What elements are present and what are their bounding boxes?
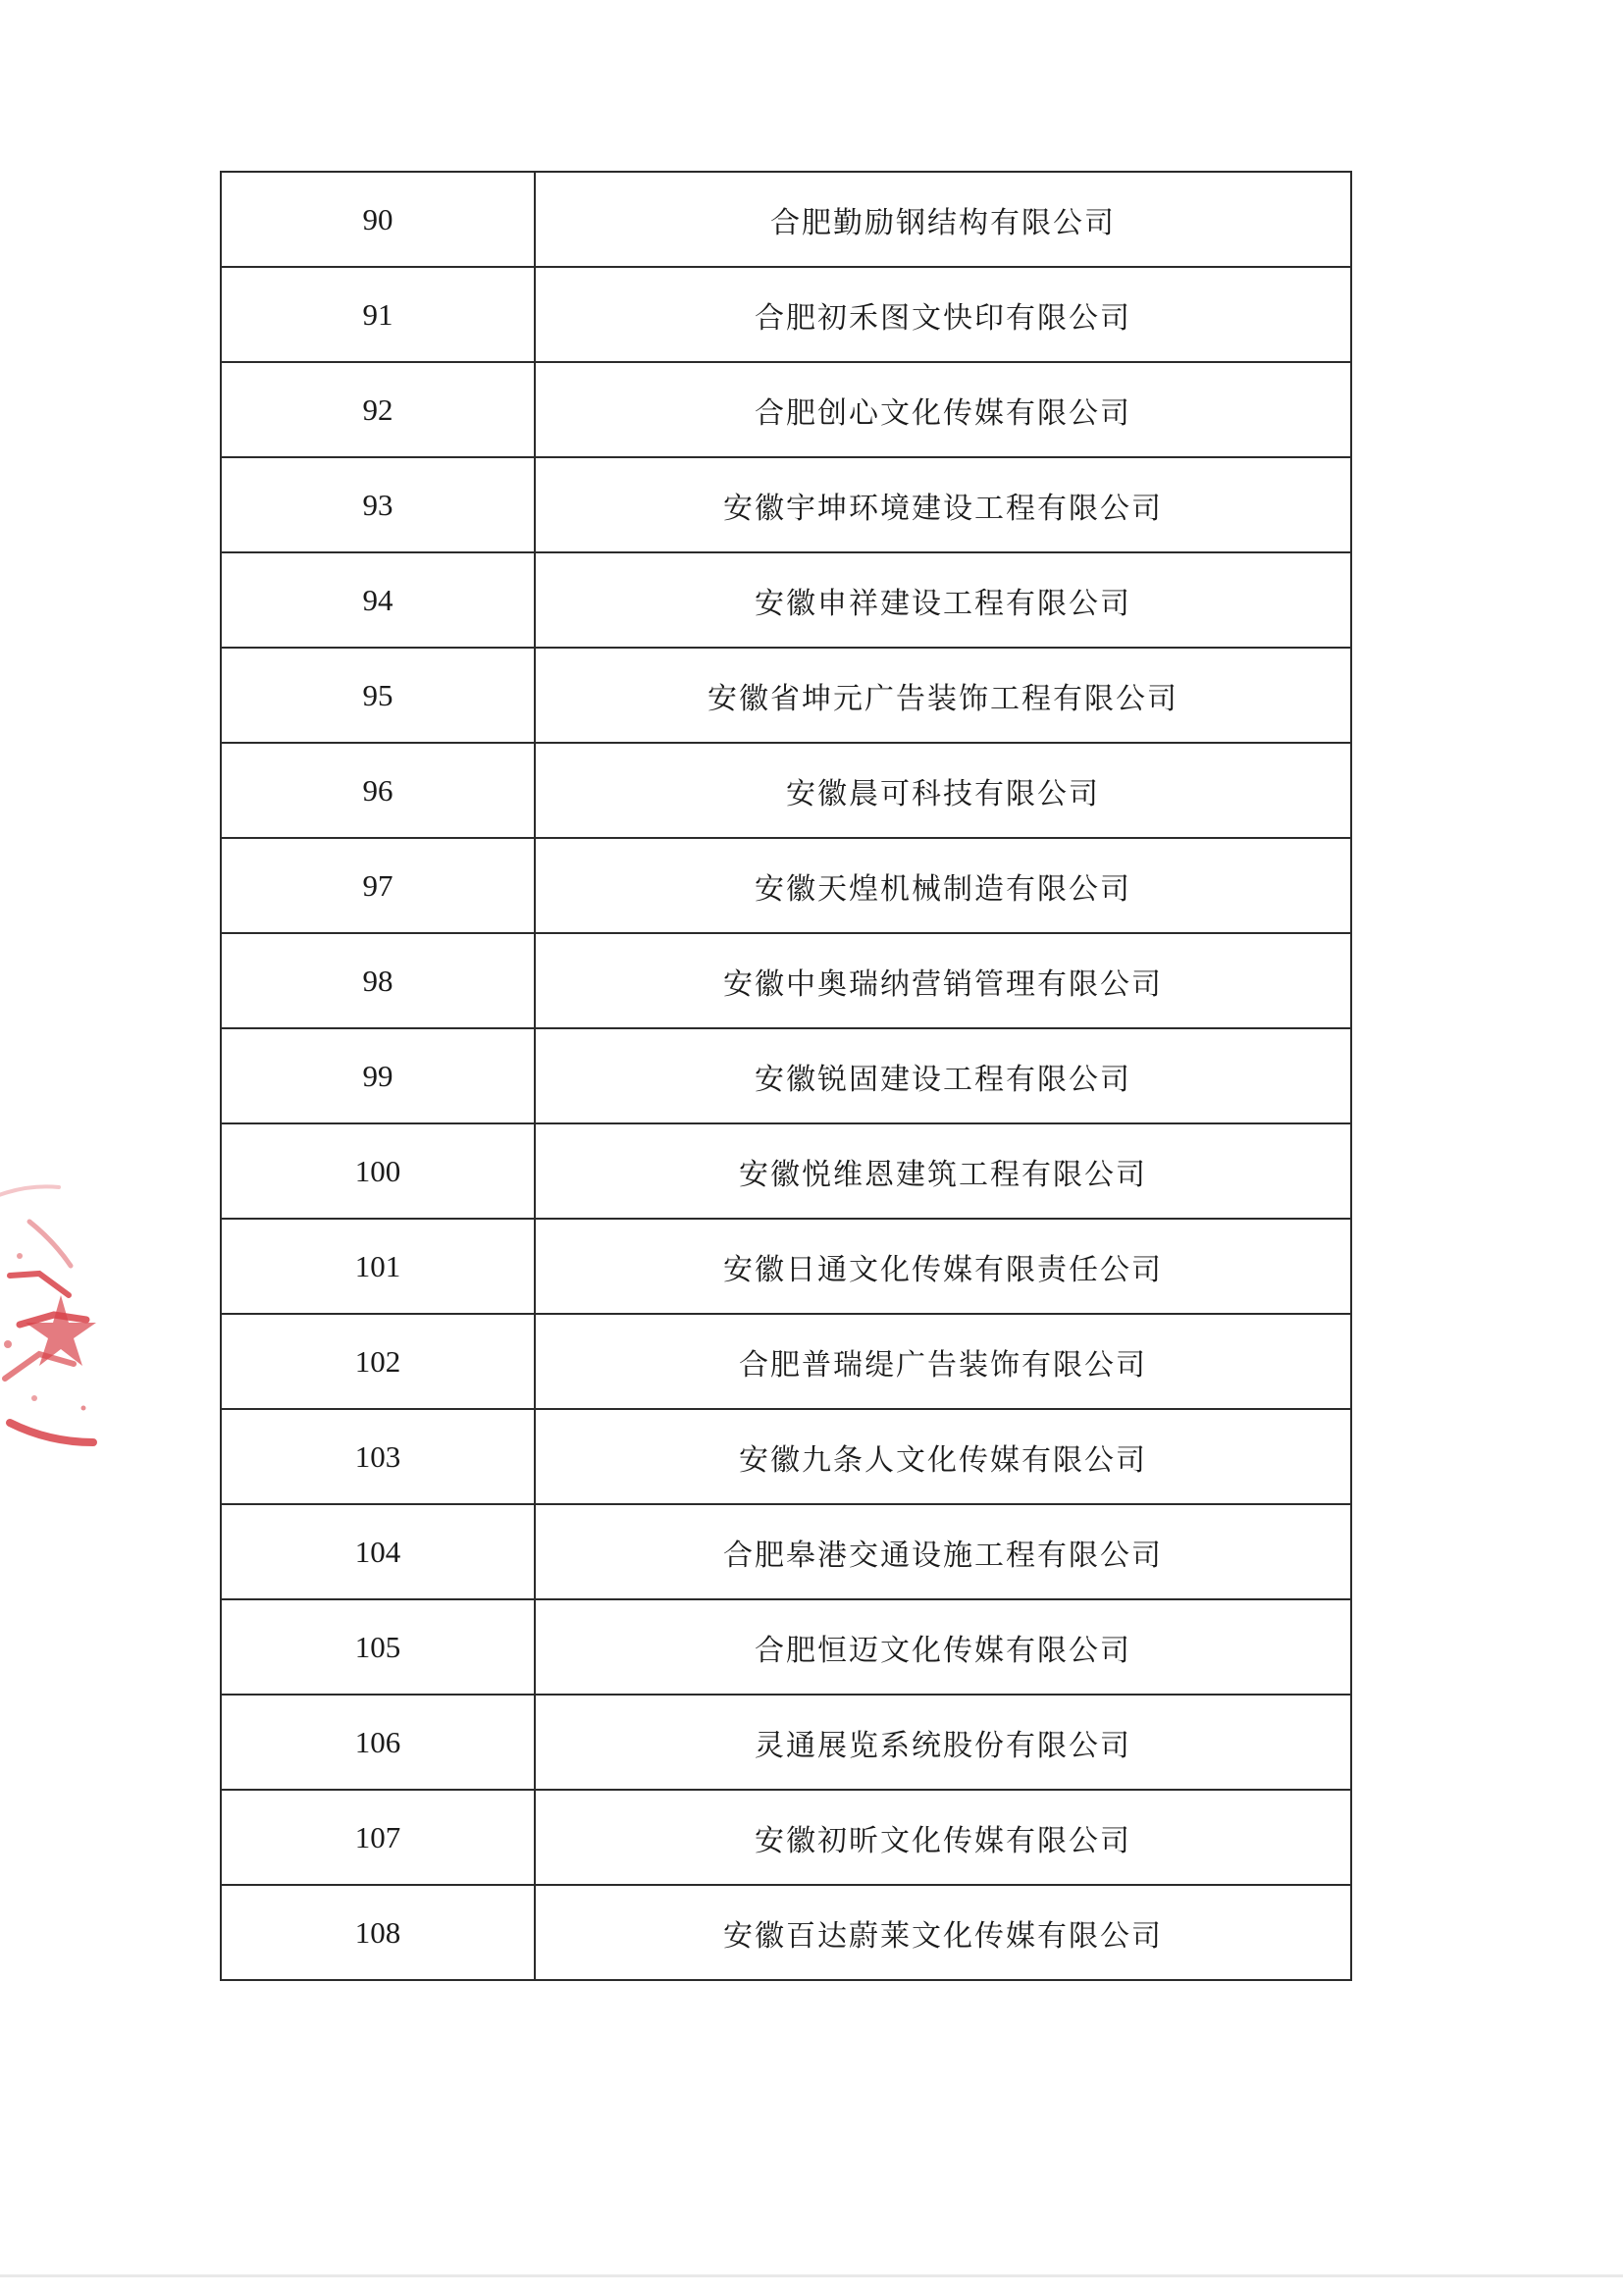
table-row: [221, 1599, 1351, 1695]
row-number: 107: [221, 1790, 535, 1885]
company-name: 安徽宇坤环境建设工程有限公司: [535, 457, 1351, 552]
row-number: 106: [221, 1695, 535, 1790]
company-name: 合肥皋港交通设施工程有限公司: [535, 1504, 1351, 1599]
row-number: 105: [221, 1599, 535, 1695]
table-row: [221, 743, 1351, 838]
company-name: 安徽中奥瑞纳营销管理有限公司: [535, 933, 1351, 1028]
table-row: [221, 1219, 1351, 1314]
table-row: [221, 1885, 1351, 1980]
row-number: 100: [221, 1123, 535, 1219]
row-number: 98: [221, 933, 535, 1028]
row-number: 92: [221, 362, 535, 457]
row-number: 108: [221, 1885, 535, 1980]
table-row: [221, 1504, 1351, 1599]
row-number: 101: [221, 1219, 535, 1314]
table-row: [221, 172, 1351, 267]
row-number: 94: [221, 552, 535, 648]
company-name: 安徽初昕文化传媒有限公司: [535, 1790, 1351, 1885]
row-number: 91: [221, 267, 535, 362]
company-name: 灵通展览系统股份有限公司: [535, 1695, 1351, 1790]
row-number: 95: [221, 648, 535, 743]
company-name: 安徽锐固建设工程有限公司: [535, 1028, 1351, 1123]
table-row: [221, 933, 1351, 1028]
company-name: 安徽九条人文化传媒有限公司: [535, 1409, 1351, 1504]
company-name: 安徽申祥建设工程有限公司: [535, 552, 1351, 648]
table-row: [221, 457, 1351, 552]
company-name: 安徽百达蔚莱文化传媒有限公司: [535, 1885, 1351, 1980]
table-row: [221, 267, 1351, 362]
table-row: [221, 1790, 1351, 1885]
table-row: [221, 1409, 1351, 1504]
table-row: [221, 362, 1351, 457]
company-name: 安徽省坤元广告装饰工程有限公司: [535, 648, 1351, 743]
table-row: [221, 1314, 1351, 1409]
table-row: [221, 1028, 1351, 1123]
company-name: 合肥初禾图文快印有限公司: [535, 267, 1351, 362]
table-row: [221, 648, 1351, 743]
company-name: 合肥勤励钢结构有限公司: [535, 172, 1351, 267]
scan-edge-line: [0, 2274, 1623, 2277]
company-name: 合肥创心文化传媒有限公司: [535, 362, 1351, 457]
row-number: 96: [221, 743, 535, 838]
row-number: 90: [221, 172, 535, 267]
company-name: 安徽天煌机械制造有限公司: [535, 838, 1351, 933]
company-name: 安徽晨可科技有限公司: [535, 743, 1351, 838]
company-name: 安徽悦维恩建筑工程有限公司: [535, 1123, 1351, 1219]
table-row: [221, 1695, 1351, 1790]
company-list-table: [220, 171, 1352, 1981]
table-row: [221, 1123, 1351, 1219]
row-number: 93: [221, 457, 535, 552]
partial-red-seal-icon: [0, 1148, 108, 1472]
row-number: 99: [221, 1028, 535, 1123]
row-number: 104: [221, 1504, 535, 1599]
row-number: 97: [221, 838, 535, 933]
company-name: 合肥普瑞缇广告装饰有限公司: [535, 1314, 1351, 1409]
company-name: 合肥恒迈文化传媒有限公司: [535, 1599, 1351, 1695]
company-list-body: [221, 172, 1351, 1980]
row-number: 102: [221, 1314, 535, 1409]
company-name: 安徽日通文化传媒有限责任公司: [535, 1219, 1351, 1314]
row-number: 103: [221, 1409, 535, 1504]
table-row: [221, 552, 1351, 648]
table-row: [221, 838, 1351, 933]
